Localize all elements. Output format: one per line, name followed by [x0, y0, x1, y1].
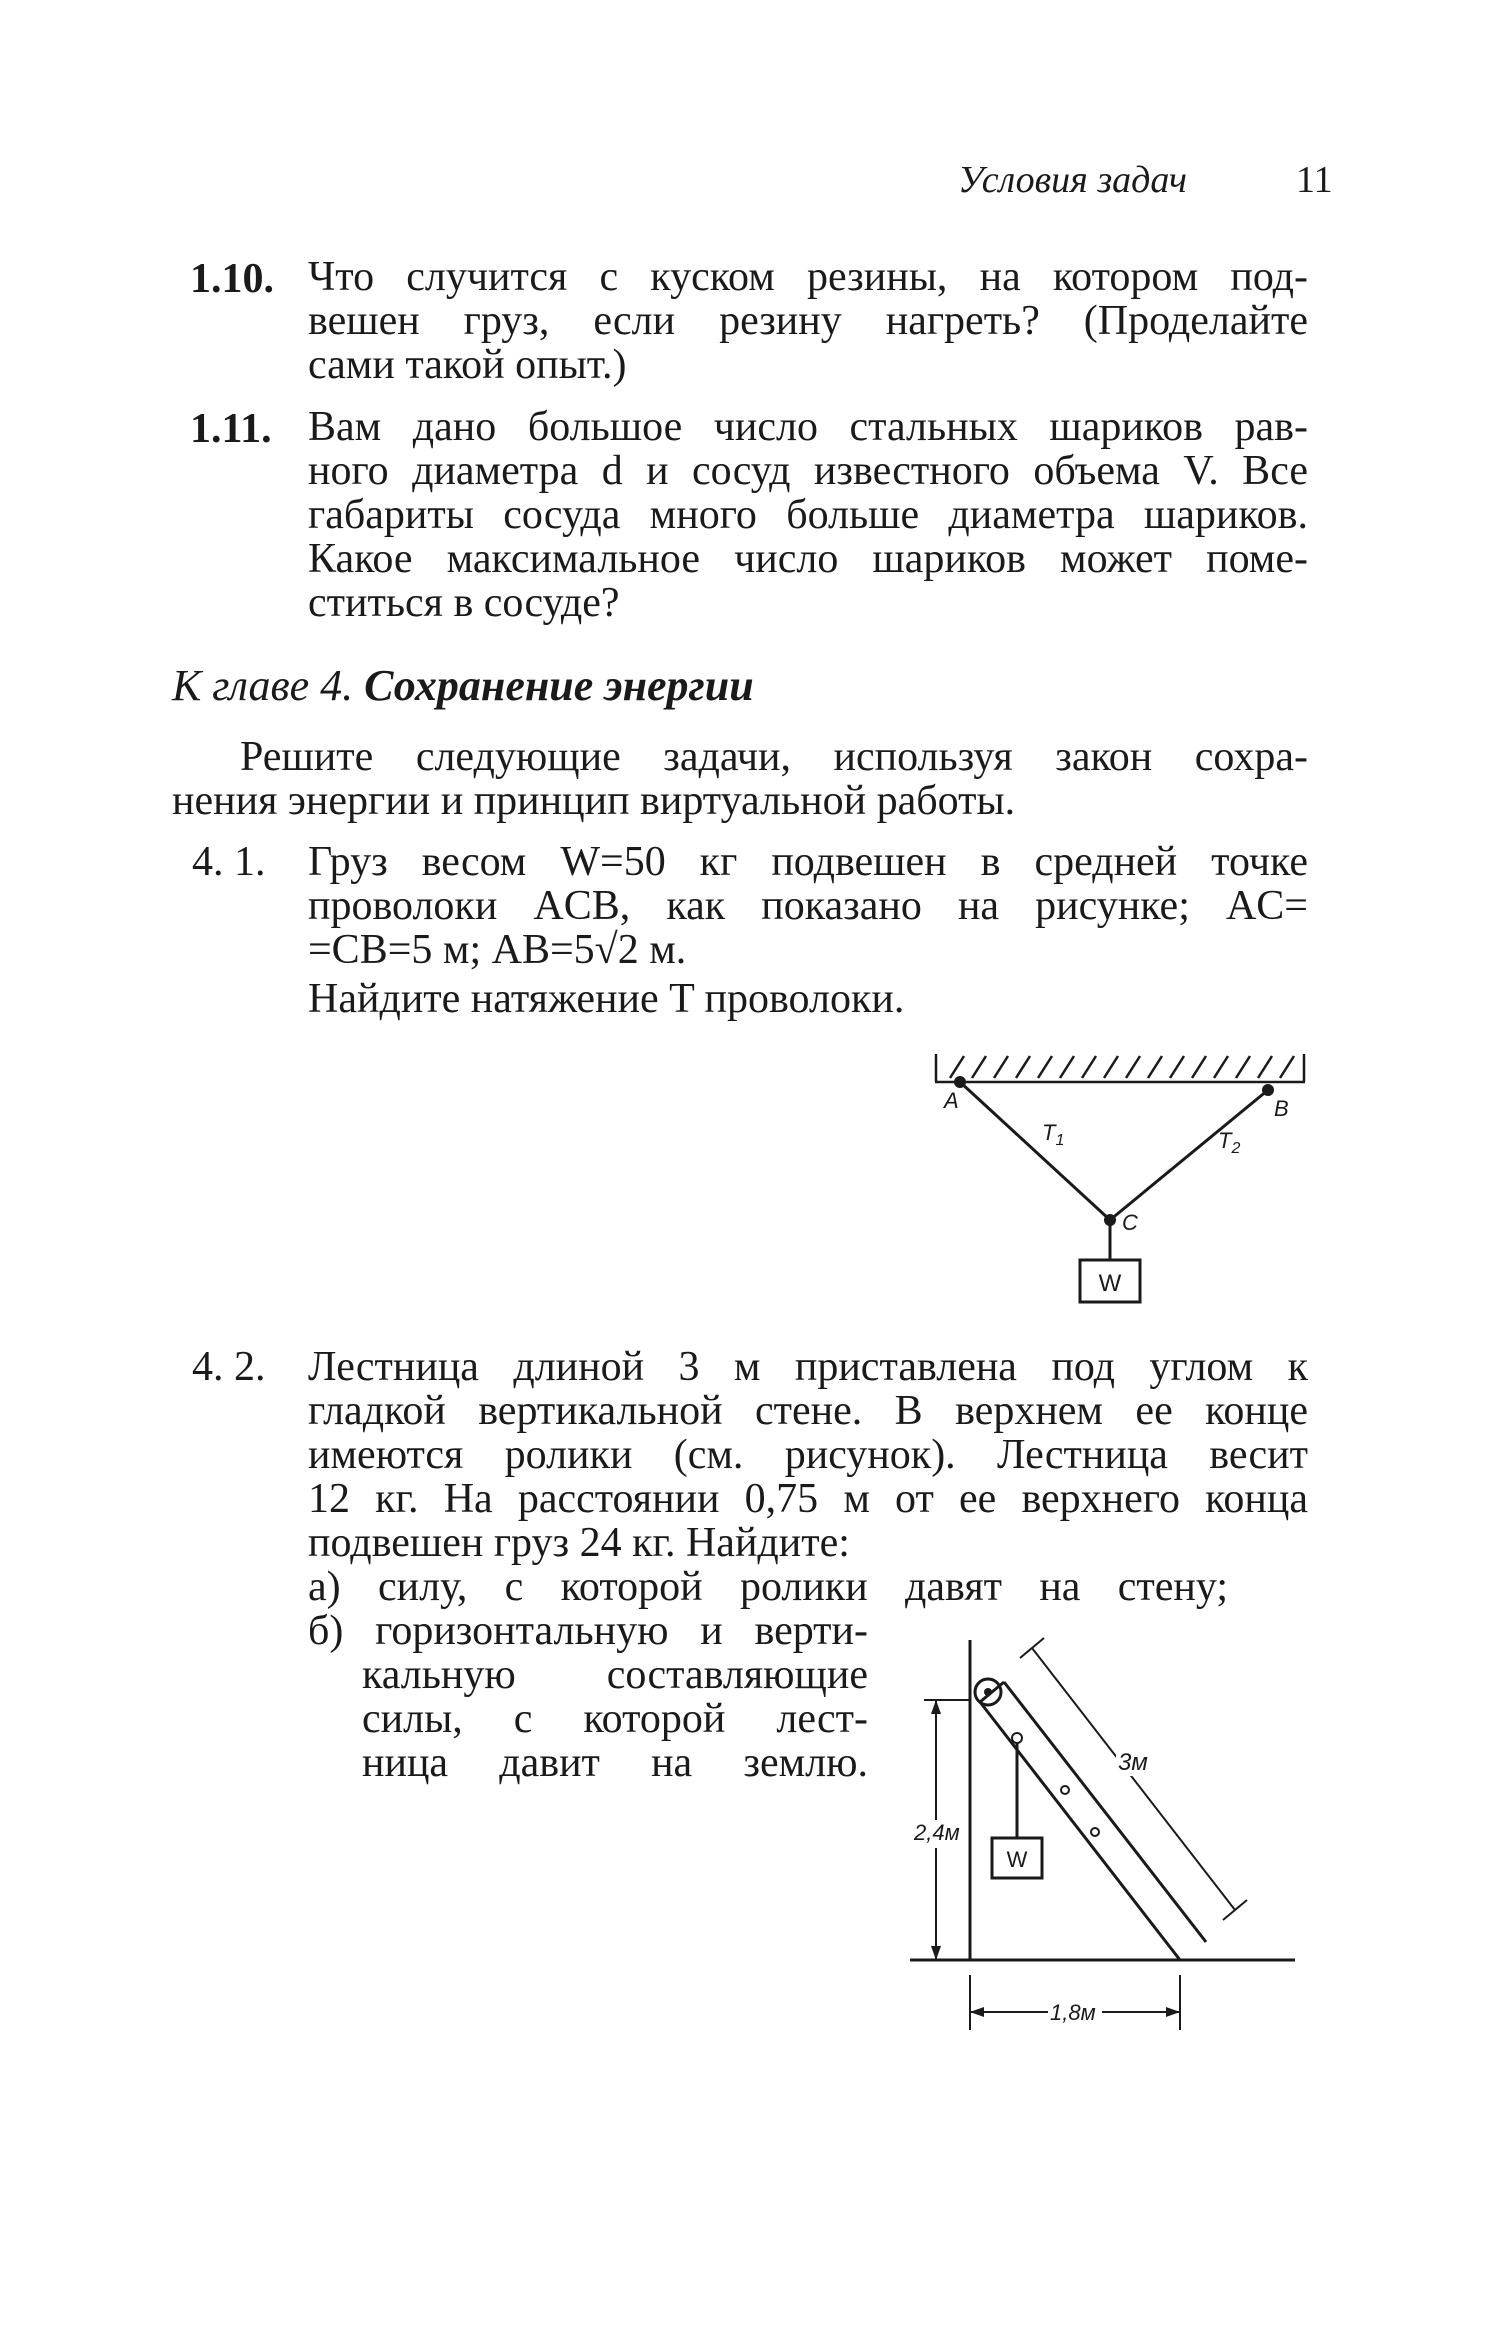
intro-text-line: Решите следующие задачи, используя закон сохра-: [240, 734, 1308, 780]
height-label: 2,4м: [914, 1820, 960, 1845]
base-label: 1,8м: [1050, 2000, 1096, 2025]
problem-text-line: Груз весом W=50 кг подвешен в средней точке: [308, 839, 1308, 885]
base-arrow-right: [1166, 2007, 1180, 2017]
problem-text-line: Вам дано большое число стальных шариков рав-: [308, 404, 1308, 450]
ladder-rail: [1004, 1682, 1206, 1942]
problem-text-line: подвешен груз 24 кг. Найдите:: [308, 1520, 850, 1566]
problem-text-line: габариты сосуда много больше диаметра шариков.: [308, 492, 1308, 538]
length-dimension-tick: [1223, 1900, 1247, 1920]
point-b-label: B: [1274, 1096, 1289, 1121]
section-title: Сохранение энергии: [364, 661, 754, 710]
section-prefix: К главе 4.: [172, 661, 354, 710]
problem-text-line: гладкой вертикальной стене. В верхнем ее конце: [308, 1388, 1308, 1434]
problem-item-a: а) силу, с которой ролики давят на стену;: [308, 1564, 1228, 1610]
point-b-dot: [1262, 1084, 1274, 1096]
roller-axle: [984, 1688, 992, 1696]
problem-text-line: ного диаметра d и сосуд известного объема V. Все: [308, 448, 1308, 494]
problem-number: 4. 1.: [192, 839, 266, 885]
problem-number: 4. 2.: [192, 1344, 266, 1390]
length-dimension-line: [1032, 1648, 1235, 1910]
wire-weight-figure: [900, 1040, 1320, 1320]
tension-t2-label: $T_2$: [1218, 1128, 1241, 1157]
length-label: 3м: [1118, 1749, 1148, 1776]
problem-text-line: имеются ролики (см. рисунок). Лестница весит: [308, 1432, 1308, 1478]
point-c-label: C: [1122, 1210, 1138, 1235]
ladder-marker: [1061, 1786, 1069, 1794]
problem-text-line: Какое максимальное число шариков может поме-: [308, 536, 1308, 582]
problem-item-b-line: силы, с которой лест-: [362, 1696, 868, 1742]
problem-text-line: ститься в сосуде?: [308, 580, 620, 626]
problem-text-line: вешен груз, если резину нагреть? (Проделайте: [308, 298, 1308, 344]
problem-text-line: 12 кг. На расстоянии 0,75 м от ее верхнего конца: [308, 1476, 1308, 1522]
problem-item-b-line: б) горизонтальную и верти-: [308, 1608, 868, 1654]
page-number: 11: [1296, 159, 1333, 201]
height-arrow-up: [931, 1700, 941, 1714]
ceiling-hatching: [935, 1054, 1305, 1082]
weight-label: W: [1098, 1270, 1122, 1297]
ladder-marker: [1091, 1828, 1099, 1836]
weight-label: W: [1006, 1847, 1028, 1872]
problem-item-b-line: кальную составляющие: [362, 1652, 868, 1698]
problem-text-line: проволоки ACB, как показано на рисунке; AC=: [308, 883, 1308, 929]
problem-text-line: Что случится с куском резины, на котором под-: [308, 254, 1308, 300]
ladder-figure: [880, 1620, 1320, 2040]
problem-text-line: Лестница длиной 3 м приставлена под углом к: [308, 1344, 1308, 1390]
wire-ac: [960, 1082, 1110, 1220]
wire-cb: [1110, 1090, 1268, 1220]
problem-item-b-line: ница давит на землю.: [362, 1740, 868, 1786]
intro-text-line: нения энергии и принцип виртуальной работы.: [172, 778, 1016, 824]
point-a-dot: [954, 1076, 966, 1088]
hook-point: [1012, 1733, 1022, 1743]
tension-t1-label: $T_1$: [1042, 1120, 1065, 1149]
problem-text-line: сами такой опыт.): [308, 342, 627, 388]
section-heading: [172, 660, 754, 711]
ladder-rail: [980, 1702, 1180, 1960]
height-arrow-down: [931, 1946, 941, 1960]
length-dimension-tick: [1020, 1638, 1044, 1658]
base-arrow-left: [970, 2007, 984, 2017]
problem-number: 1.10.: [190, 256, 274, 302]
point-a-label: A: [944, 1088, 959, 1113]
problem-text-line: Найдите натяжение T проволоки.: [308, 976, 905, 1022]
running-header-title: Условия задач: [958, 159, 1188, 201]
problem-text-line: =CB=5 м; AB=5√2 м.: [308, 927, 687, 973]
problem-number: 1.11.: [190, 406, 272, 452]
